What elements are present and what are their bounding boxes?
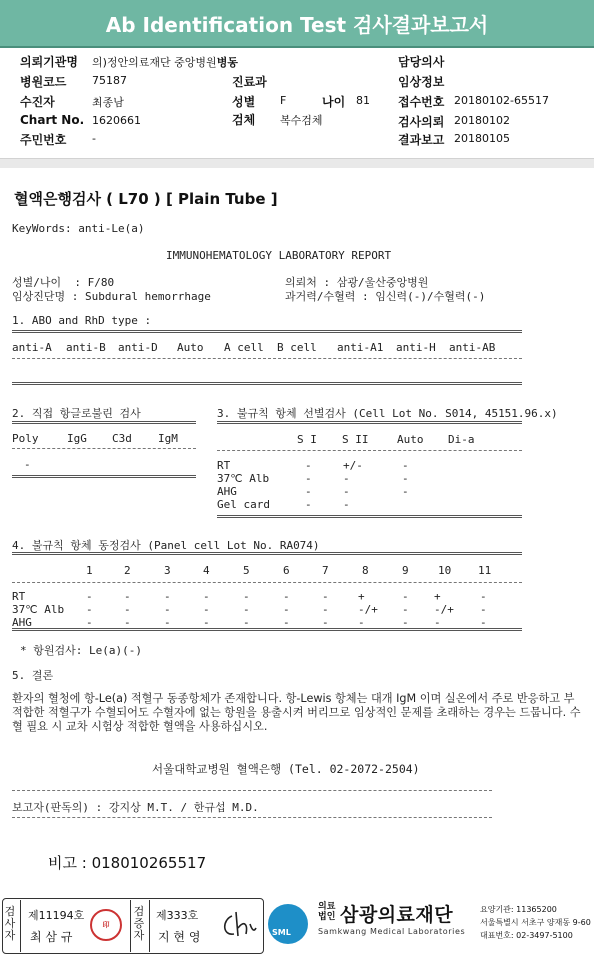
panel-row-label: 37℃ Alb [12,603,65,616]
section-title: 혈액은행검사 ( L70 ) [ Plain Tube ] [14,190,278,208]
dat-value: - [24,458,31,471]
abo-col-header: A cell [224,341,264,354]
header-value-sex: F [280,94,287,107]
panel-cell: - [124,603,131,616]
screen-row-label: RT [217,459,231,472]
panel-cell: - [434,616,441,629]
conclusion-title: 5. 결론 [12,669,54,682]
screen-bottom-rule [217,515,522,518]
panel-cell: - [243,590,250,603]
report-title: Ab Identification Test 검사결과보고서 [105,13,489,37]
abo-col-header: anti-A [12,341,52,354]
header-label-resident-no: 주민번호 [20,133,67,147]
header-value-receipt-no: 20180102-65517 [454,94,549,107]
screen-cell: - [343,485,350,498]
header-value-specimen: 복수검체 [280,114,323,127]
panel-cell: - [86,590,93,603]
abo-col-header: anti-B [66,341,106,354]
verifier-label: 검 증 자 [133,905,145,942]
screen-top-rule [217,421,522,424]
header-label-specimen: 검체 [232,113,256,127]
header-value-age: 81 [356,94,370,107]
abo-top-rule [12,330,522,333]
header-label-chart-no: Chart No. [20,113,85,127]
panel-cell: - [243,616,250,629]
header-label-receipt-no: 접수번호 [398,95,445,109]
panel-col-header: 4 [203,564,210,577]
footer [0,896,594,958]
header-label-sex: 성별 [232,95,256,109]
screen-row-label: AHG [217,485,237,498]
panel-cell: - [203,590,210,603]
screen-row-label: Gel card [217,498,270,511]
header-label-department: 진료과 [232,75,267,89]
panel-bottom-rule [12,628,522,631]
panel-col-header: 9 [402,564,409,577]
screen-col-header: Auto [397,433,424,446]
signature-divider-2 [130,900,131,952]
header-label-clinical-info: 임상정보 [398,75,445,89]
panel-row-label: AHG [12,616,32,629]
lab-info: 요양기관: 11365200 서울특별시 서초구 양재동 9-60 대표번호: 02-3497-5100 [480,905,591,940]
header-value-request-date: 20180102 [454,114,510,127]
panel-top-rule [12,552,522,555]
screen-cell: - [402,485,409,498]
header-value-hospital-code: 75187 [92,74,127,87]
panel-col-header: 5 [243,564,250,577]
panel-cell: - [164,616,171,629]
screen-cell: - [305,472,312,485]
verifier-name: 지 현 영 [158,930,201,944]
dat-col-header: IgM [158,432,178,445]
reporter-top-rule [12,790,492,791]
panel-cell: - [243,603,250,616]
header-label-hospital-code: 병원코드 [20,75,67,89]
header-value-resident-no: - [92,132,96,145]
dat-top-rule [12,421,196,424]
screen-col-header: S I [297,433,317,446]
dat-bottom-rule [12,475,196,478]
screen-cell: - [305,498,312,511]
abo-col-header: B cell [277,341,317,354]
panel-cell: - [283,616,290,629]
screen-cell: - [402,459,409,472]
screen-cell: - [402,472,409,485]
panel-cell: - [358,616,365,629]
keywords: KeyWords: anti-Le(a) [12,222,145,235]
panel-cell: - [322,603,329,616]
abo-col-header: anti-A1 [337,341,384,354]
dat-col-header: IgG [67,432,87,445]
conclusion-org: 서울대학교병원 혈액은행 (Tel. 02-2072-2504) [152,762,420,776]
panel-cell: - [164,590,171,603]
panel-title: 4. 불규칙 항체 동정검사 (Panel cell Lot No. RA074) [12,539,320,552]
panel-cell: - [322,616,329,629]
screen-cell: +/- [343,459,363,472]
screen-col-header: S II [342,433,369,446]
verifier-license: 제333호 [156,909,199,922]
dat-mid-rule [12,448,196,449]
screen-cell: - [343,472,350,485]
header-value-institution: 의)정안의료재단 중앙병원병동 [92,56,238,69]
panel-cell: - [164,603,171,616]
header-label-institution: 의뢰기관명 [20,55,78,69]
panel-cell: - [402,616,409,629]
patient-sex-age: 성별/나이 : F/80 [12,276,115,289]
panel-col-header: 8 [362,564,369,577]
abo-col-header: Auto [177,341,204,354]
dat-col-header: C3d [112,432,132,445]
panel-cell: -/+ [434,603,454,616]
signature-divider-1 [20,900,21,952]
header-label-report-date: 결과보고 [398,133,445,147]
logo-name: 삼광의료재단 [340,904,454,926]
abo-mid-rule [12,358,522,359]
header-value-patient: 최종남 [92,96,124,109]
panel-cell: - [480,603,487,616]
logo-small: 의료 법인 [318,902,336,922]
panel-cell: - [283,603,290,616]
conclusion-text: 환자의 혈청에 항-Le(a) 적혈구 동종항체가 존재합니다. 항-Lewis 항체는 대개 IgM 이며 실온에서 주로 반응하고 부적합한 적혈구가 수혈되어도 수혈자에 없는 항원을 용출시켜 버리므로 임상적인 문제를 초래하는 경우는 드뭅니다. 수혈 필요 시 교차 시험상 적합한 혈액을 사용하십시오. [12,692,581,734]
panel-cell: - [402,590,409,603]
inspector-license: 제11194호 [28,909,85,922]
panel-cell: - [402,603,409,616]
panel-cell: - [124,590,131,603]
panel-row-label: RT [12,590,26,603]
panel-cell: - [203,616,210,629]
panel-col-header: 11 [478,564,492,577]
logo-badge-text: SML [272,928,291,937]
panel-mid-rule [12,582,522,583]
patient-history: 과거력/수혈력 : 임신력(-)/수혈력(-) [285,290,486,303]
inspector-seal: 印 [90,909,122,941]
panel-col-header: 2 [124,564,131,577]
report-title-bar [0,0,594,48]
panel-col-header: 1 [86,564,93,577]
patient-requester: 의뢰처 : 삼광/울산중앙병원 [285,276,429,289]
panel-cell: -/+ [358,603,378,616]
header-label-age: 나이 [322,95,346,109]
header-separator [0,158,594,168]
panel-cell: - [283,590,290,603]
panel-col-header: 6 [283,564,290,577]
panel-col-header: 3 [164,564,171,577]
abo-col-header: anti-D [118,341,158,354]
panel-cell: + [358,590,365,603]
remark: 비고 : 018010265517 [48,854,207,872]
header-value-report-date: 20180105 [454,132,510,145]
logo-english: Samkwang Medical Laboratories [318,927,466,936]
header-label-doctor: 담당의사 [398,55,445,69]
header-label-request-date: 검사의뢰 [398,115,445,129]
panel-cell: - [86,616,93,629]
panel-cell: - [480,590,487,603]
lab-report-title: IMMUNOHEMATOLOGY LABORATORY REPORT [166,249,392,262]
panel-cell: + [434,590,441,603]
screen-cell: - [305,485,312,498]
panel-col-header: 10 [438,564,452,577]
panel-cell: - [480,616,487,629]
panel-col-header: 7 [322,564,329,577]
signature-divider-3 [149,900,150,952]
verifier-signature [218,906,258,942]
panel-cell: - [124,616,131,629]
inspector-label: 검 사 자 [4,905,16,942]
reporter-bottom-rule [12,817,492,818]
panel-cell: - [203,603,210,616]
header-label-patient: 수진자 [20,95,55,109]
abo-col-header: anti-H [396,341,436,354]
logo-badge-icon [268,904,308,944]
screen-cell: - [305,459,312,472]
abo-col-header: anti-AB [449,341,496,354]
patient-diagnosis: 임상진단명 : Subdural hemorrhage [12,290,211,303]
dat-col-header: Poly [12,432,39,445]
antigen-test: * 항원검사: Le(a)(-) [20,644,142,657]
reporter: 보고자(판독의) : 강지상 M.T. / 한규섭 M.D. [12,801,259,814]
panel-cell: - [322,590,329,603]
screen-cell: - [343,498,350,511]
panel-cell: - [86,603,93,616]
screen-row-label: 37℃ Alb [217,472,270,485]
header-value-chart-no: 1620661 [92,114,141,127]
screen-col-header: Di-a [448,433,475,446]
screen-mid-rule [217,450,522,451]
dat-title: 2. 직접 항글로불린 검사 [12,407,141,420]
inspector-name: 최 삼 규 [30,930,73,944]
abo-bottom-rule [12,382,522,385]
abo-title: 1. ABO and RhD type : [12,314,152,327]
screen-title: 3. 불규칙 항체 선별검사 (Cell Lot No. S014, 45151.96.x) [217,407,558,420]
